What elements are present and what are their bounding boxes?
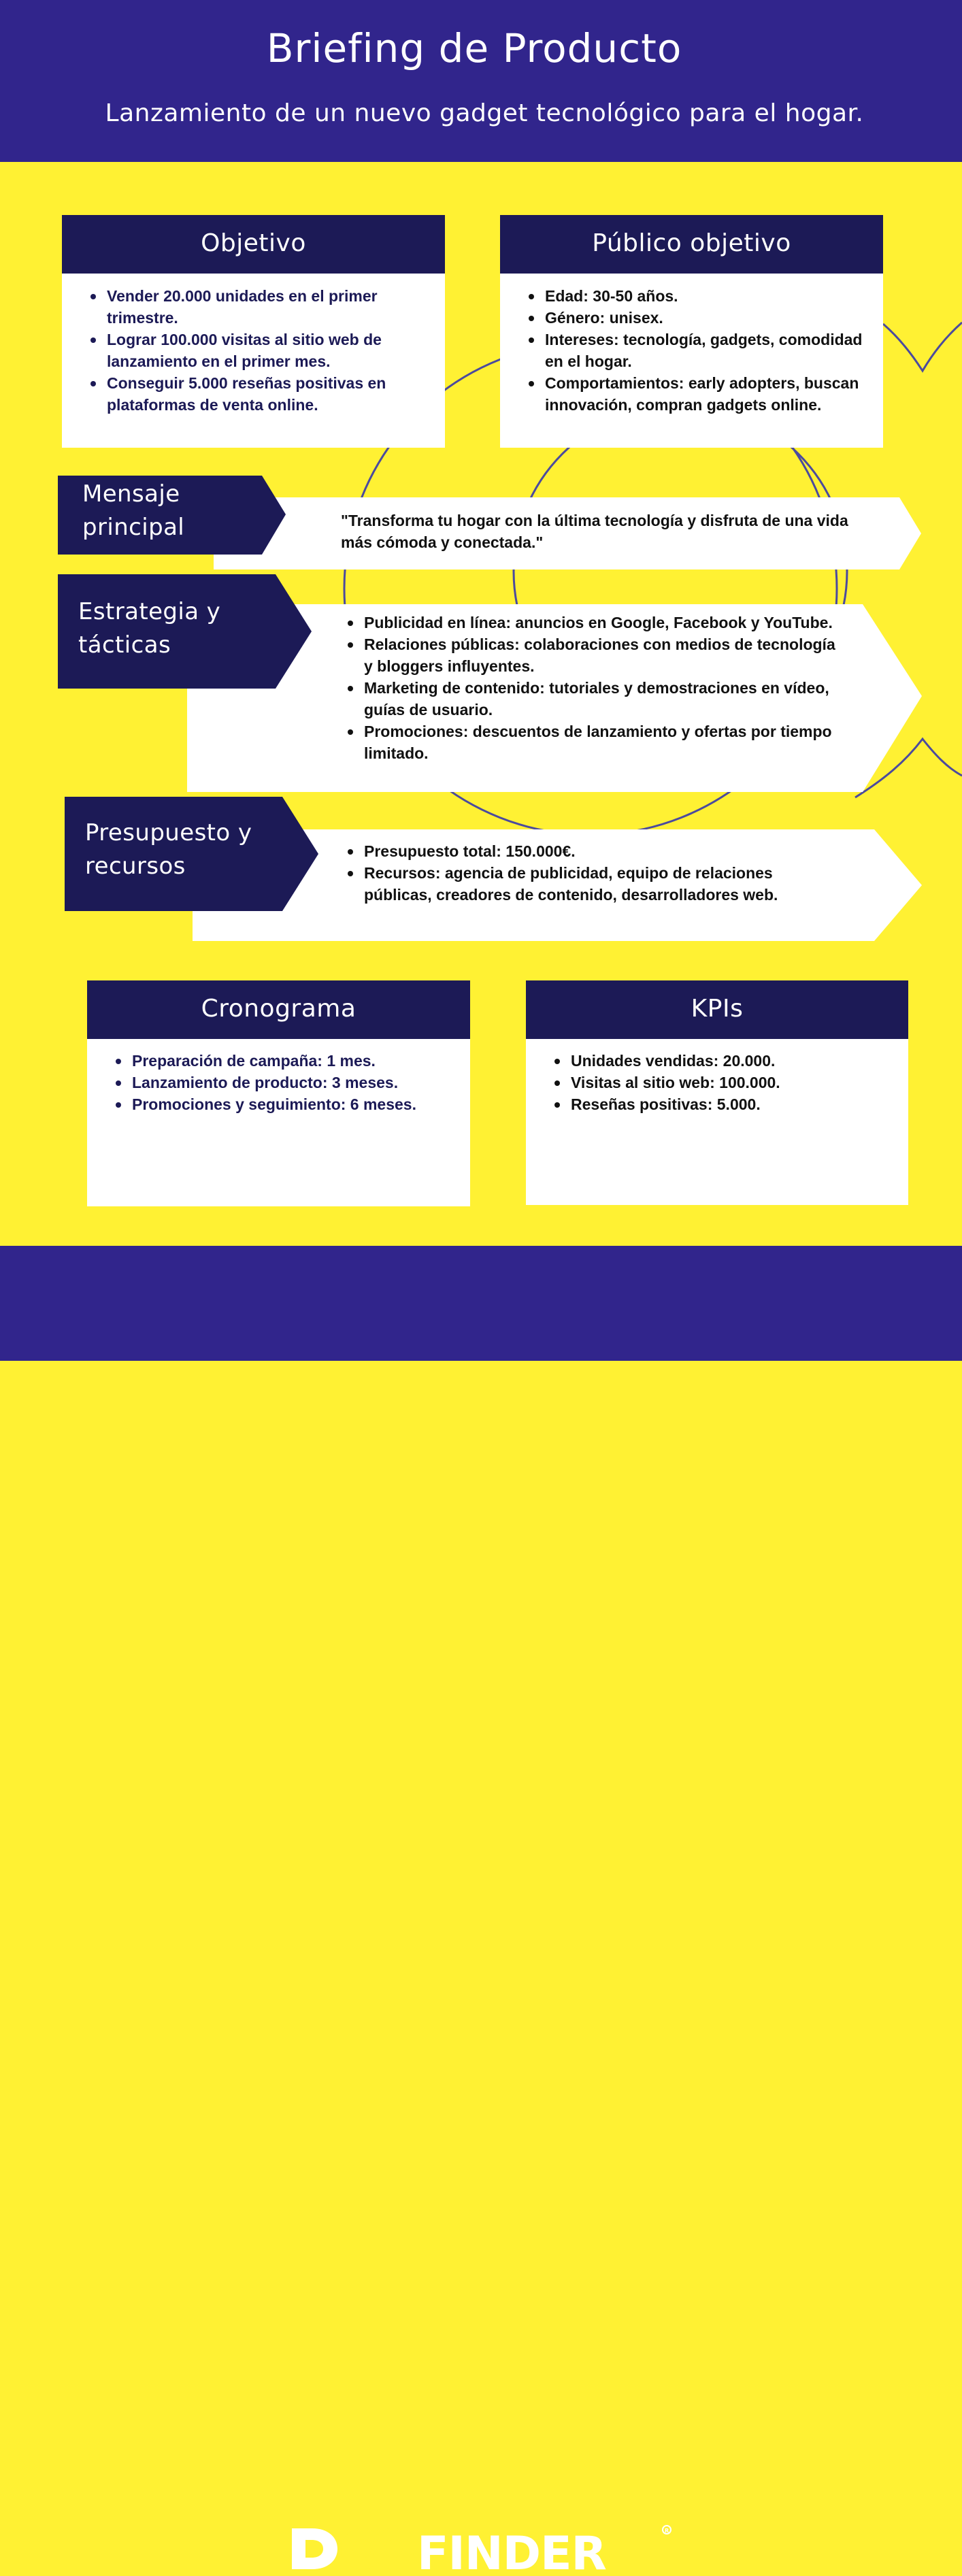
kpi-item: Reseñas positivas: 5.000. [550,1093,897,1115]
footer-banner [0,1246,962,2576]
svg-text:FINDER: FINDER [417,2527,606,2576]
doofinder-logo [291,2522,671,2576]
kpi-item: Unidades vendidas: 20.000. [550,1050,897,1072]
timeline-card [87,980,470,1206]
strategy-tag-label: Estrategia y tácticas [78,598,221,659]
main-message-text: "Transforma tu hogar con la última tecnología y disfruta de una vida más cómoda y conectada." [341,512,848,551]
target-audience-item: Intereses: tecnología, gadgets, comodidad en el hogar. [525,329,872,372]
target-audience-item: Comportamientos: early adopters, buscan innovación, compran gadgets online. [525,372,872,416]
svg-text:R: R [665,2528,669,2534]
target-audience-item: Género: unisex. [525,307,872,329]
page-title: Briefing de Producto [266,25,682,71]
timeline-item: Promociones y seguimiento: 6 meses. [112,1093,459,1115]
timeline-item: Lanzamiento de producto: 3 meses. [112,1072,459,1093]
objective-card-title: Objetivo [62,215,445,274]
timeline-item: Preparación de campaña: 1 mes. [112,1050,459,1072]
budget-tag-label: Presupuesto y recursos [85,819,252,880]
kpi-item: Visitas al sitio web: 100.000. [550,1072,897,1093]
timeline-card-title: Cronograma [87,980,470,1039]
kpis-card-title: KPIs [526,980,908,1039]
target-audience-card-title: Público objetivo [500,215,883,274]
budget-item: Presupuesto total: 150.000€. [344,840,844,862]
budget-item: Recursos: agencia de publicidad, equipo de relaciones públicas, creadores de contenido, desarrolladores web. [344,862,844,906]
strategy-item: Publicidad en línea: anuncios en Google, Facebook y YouTube. [344,612,844,633]
strategy-item: Marketing de contenido: tutoriales y demostraciones en vídeo, guías de usuario. [344,677,844,721]
objective-item: Conseguir 5.000 reseñas positivas en plataformas de venta online. [86,372,433,416]
strategy-list [344,612,844,764]
page-subtitle: Lanzamiento de un nuevo gadget tecnológico para el hogar. [105,99,864,127]
message-tag-label: Mensaje principal [82,480,185,541]
objective-item: Vender 20.000 unidades en el primer trimestre. [86,285,433,329]
target-audience-item: Edad: 30-50 años. [525,285,872,307]
strategy-item: Relaciones públicas: colaboraciones con medios de tecnología y bloggers influyentes. [344,633,844,677]
timeline-list [112,1050,459,1115]
budget-list [344,840,844,906]
kpis-list [550,1050,897,1115]
kpis-card [526,980,908,1205]
strategy-item: Promociones: descuentos de lanzamiento y ofertas por tiempo limitado. [344,721,844,764]
objective-item: Lograr 100.000 visitas al sitio web de lanzamiento en el primer mes. [86,329,433,372]
